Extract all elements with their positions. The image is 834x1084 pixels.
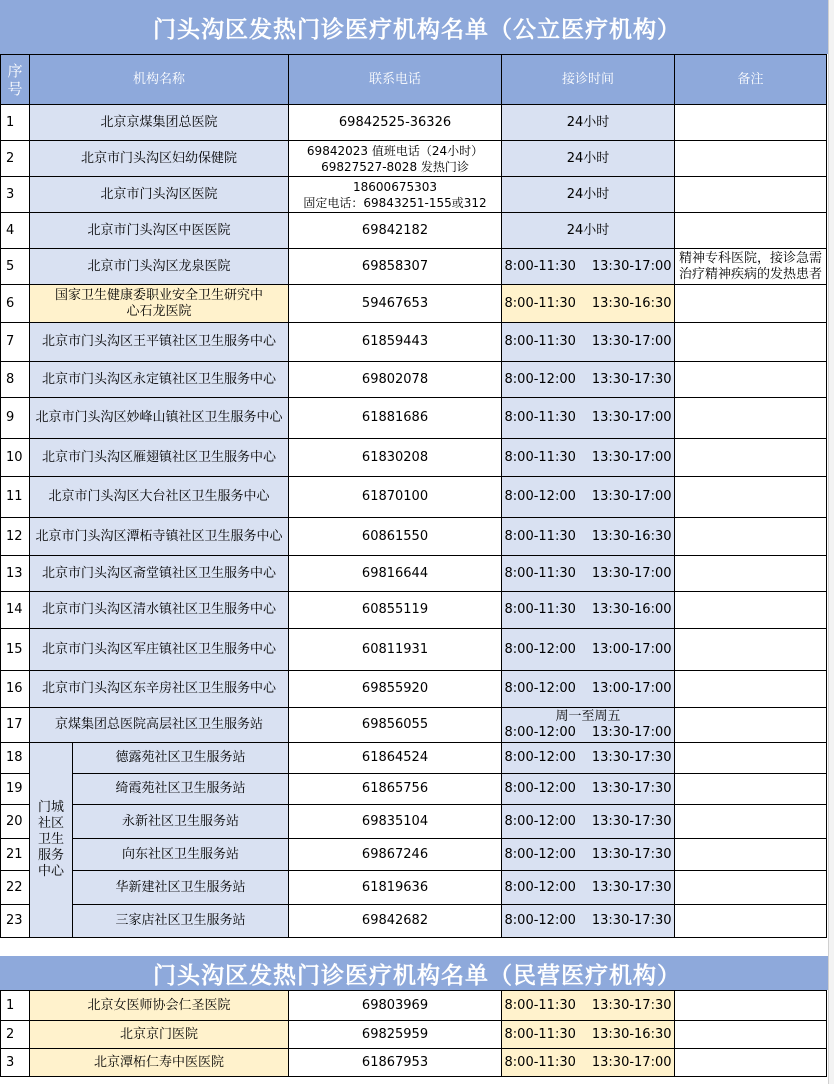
hours-am: 8:00-11:30 xyxy=(504,528,576,544)
hours-am: 8:00-11:30 xyxy=(504,258,576,274)
hours-cell xyxy=(502,477,675,518)
hours-pm: 13:30-16:30 xyxy=(591,295,672,311)
institution-name: 北京市门头沟区潭柘寺镇社区卫生服务中心 xyxy=(30,518,289,556)
institution-name: 北京市门头沟区永定镇社区卫生服务中心 xyxy=(30,362,289,398)
hours-cell xyxy=(502,105,675,141)
phone-line: 69827527-8028 发热门诊 xyxy=(321,159,469,174)
hours-am: 8:00-12:00 xyxy=(504,846,576,862)
table-row xyxy=(1,518,827,556)
phone-number: 69842682 xyxy=(361,913,429,928)
group-label-line: 门城 xyxy=(37,800,64,815)
group-label-line: 卫生 xyxy=(37,832,64,847)
institution-name: 北京市门头沟区医院 xyxy=(30,177,289,213)
hours-pm: 13:30-17:00 xyxy=(591,410,672,425)
phone-number: 60861550 xyxy=(361,528,429,544)
row-index: 2 xyxy=(1,141,30,177)
phone-cell xyxy=(289,477,502,518)
hours-am: 8:00-11:30 xyxy=(504,602,576,617)
row-index: 20 xyxy=(1,805,30,839)
phone-cell xyxy=(289,629,502,671)
note-cell xyxy=(675,743,827,774)
hours-cell xyxy=(502,398,675,439)
row-index: 3 xyxy=(1,1049,30,1077)
phone-cell xyxy=(289,362,502,398)
hours-line xyxy=(502,259,674,275)
hours-cell xyxy=(502,629,675,671)
institution-name: 北京市门头沟区军庄镇社区卫生服务中心 xyxy=(30,629,289,671)
row-index: 15 xyxy=(1,629,30,671)
institution-name: 北京潭柘仁寿中医医院 xyxy=(30,1049,289,1077)
note-cell xyxy=(675,905,827,938)
phone-number: 61881686 xyxy=(361,410,429,425)
hours-pm: 13:30-17:30 xyxy=(591,371,672,387)
sheet-edge xyxy=(828,0,834,1084)
table-row xyxy=(1,477,827,518)
hours-line xyxy=(502,681,674,697)
row-index: 6 xyxy=(1,285,30,323)
phone-number: 69802078 xyxy=(361,371,429,387)
institution-name: 北京京门医院 xyxy=(30,1021,289,1049)
hours-cell xyxy=(502,1049,675,1077)
phone-number: 61864524 xyxy=(361,750,429,765)
note-cell xyxy=(675,1021,827,1049)
note-cell xyxy=(675,871,827,905)
phone-cell xyxy=(289,141,502,177)
hours-pm: 13:30-17:00 xyxy=(591,334,672,349)
phone-number: 69867246 xyxy=(361,846,429,862)
header-hours: 接诊时间 xyxy=(502,55,675,105)
phone-cell xyxy=(289,398,502,439)
public-table-body xyxy=(1,55,827,938)
phone-number: 69825959 xyxy=(361,1026,429,1042)
phone-cell xyxy=(289,1021,502,1049)
hours-line xyxy=(502,781,674,797)
table-row xyxy=(1,1021,827,1049)
table-row xyxy=(1,249,827,285)
hours-line xyxy=(502,913,674,929)
hours-pm: 13:30-17:00 xyxy=(591,565,672,581)
row-index: 13 xyxy=(1,556,30,592)
hours-pm: 13:30-17:30 xyxy=(591,813,672,829)
institution-name: 北京女医师协会仁圣医院 xyxy=(30,991,289,1021)
hours-line xyxy=(502,602,674,618)
group-label-line: 社区 xyxy=(37,816,64,831)
row-index: 4 xyxy=(1,213,30,249)
hours-am: 8:00-12:00 xyxy=(504,813,576,829)
hours-line xyxy=(502,642,674,658)
hours-pm: 13:30-17:00 xyxy=(591,449,672,465)
hours-cell xyxy=(502,285,675,323)
row-index: 1 xyxy=(1,991,30,1021)
phone-number: 69835104 xyxy=(361,813,429,829)
hours-cell xyxy=(502,905,675,938)
group-label-cell xyxy=(30,743,73,938)
hours-pm: 13:30-17:30 xyxy=(591,913,672,928)
private-title: 门头沟区发热门诊医疗机构名单（民营医疗机构） xyxy=(153,962,681,989)
hours-cell xyxy=(502,362,675,398)
hours-cell xyxy=(502,177,675,213)
hours-line xyxy=(502,372,674,388)
row-index: 14 xyxy=(1,592,30,629)
phone-number: 61859443 xyxy=(361,334,429,349)
phone-number: 61870100 xyxy=(361,489,429,504)
note-cell xyxy=(675,1049,827,1077)
hours-am: 8:00-11:30 xyxy=(504,410,576,425)
hours-pm: 13:30-17:30 xyxy=(591,846,672,862)
hours-cell xyxy=(502,141,675,177)
table-row xyxy=(1,177,827,213)
row-index: 16 xyxy=(1,671,30,708)
hours-am: 8:00-12:00 xyxy=(504,879,576,895)
hours-am: 8:00-12:00 xyxy=(504,489,576,504)
hours-text: 24小时 xyxy=(566,186,610,202)
hours-line xyxy=(502,566,674,582)
hours-pm: 13:30-17:30 xyxy=(591,879,672,895)
hours-cell xyxy=(502,871,675,905)
table-row xyxy=(1,743,827,774)
hours-cell xyxy=(502,805,675,839)
hours-am: 8:00-12:00 xyxy=(504,641,576,657)
hours-pm: 13:30-17:00 xyxy=(591,489,672,504)
row-index: 22 xyxy=(1,871,30,905)
table-row xyxy=(1,592,827,629)
note-cell xyxy=(675,362,827,398)
private-table-body xyxy=(1,991,827,1077)
institution-name: 华新建社区卫生服务站 xyxy=(73,871,289,905)
hours-line xyxy=(502,489,674,505)
hours-cell xyxy=(502,439,675,477)
hours-pm: 13:30-17:00 xyxy=(591,258,672,274)
hours-pm: 13:30-17:30 xyxy=(591,750,672,765)
institution-name: 京煤集团总医院高层社区卫生服务站 xyxy=(30,708,289,743)
note-cell xyxy=(675,105,827,141)
row-index: 10 xyxy=(1,439,30,477)
note-cell xyxy=(675,708,827,743)
institution-name: 北京市门头沟区中医医院 xyxy=(30,213,289,249)
row-index: 2 xyxy=(1,1021,30,1049)
public-table xyxy=(0,54,827,938)
header-index-label: 序号 xyxy=(7,61,23,98)
hours-cell xyxy=(502,839,675,871)
hours-cell xyxy=(502,323,675,362)
hours-am: 8:00-11:30 xyxy=(504,997,576,1013)
phone-cell xyxy=(289,671,502,708)
header-row xyxy=(1,55,827,105)
hours-pm: 13:30-16:30 xyxy=(591,1026,672,1042)
hours-line xyxy=(502,529,674,545)
phone-number: 69842182 xyxy=(361,222,429,238)
note-cell xyxy=(675,323,827,362)
phone-cell xyxy=(289,871,502,905)
hours-line xyxy=(502,750,674,766)
hours-text: 24小时 xyxy=(566,114,610,130)
group-label-line: 中心 xyxy=(37,864,64,879)
phone-number: 61867953 xyxy=(361,1054,429,1070)
row-index: 12 xyxy=(1,518,30,556)
hours-cell xyxy=(502,743,675,774)
table-row xyxy=(1,285,827,323)
phone-number: 61865756 xyxy=(361,781,429,796)
group-label-line: 服务 xyxy=(37,848,64,863)
phone-cell xyxy=(289,839,502,871)
note-cell xyxy=(675,991,827,1021)
note-cell xyxy=(675,556,827,592)
private-table xyxy=(0,990,827,1077)
phone-cell xyxy=(289,905,502,938)
phone-number: 69842525-36326 xyxy=(338,114,452,130)
phone-number: 60811931 xyxy=(361,641,429,657)
hours-text: 24小时 xyxy=(566,150,610,166)
institution-name: 北京市门头沟区清水镇社区卫生服务中心 xyxy=(30,592,289,629)
row-index: 5 xyxy=(1,249,30,285)
hours-cell xyxy=(502,213,675,249)
private-title-bar xyxy=(0,956,834,990)
row-index: 3 xyxy=(1,177,30,213)
row-index: 19 xyxy=(1,774,30,805)
institution-name: 北京市门头沟区大台社区卫生服务中心 xyxy=(30,477,289,518)
hours-am: 8:00-11:30 xyxy=(504,1054,576,1070)
note-cell xyxy=(675,439,827,477)
phone-number: 61819636 xyxy=(361,879,429,895)
header-name: 机构名称 xyxy=(30,55,289,105)
table-row xyxy=(1,671,827,708)
hours-am: 8:00-12:00 xyxy=(504,913,576,928)
table-row xyxy=(1,905,827,938)
hours-am: 8:00-12:00 xyxy=(504,725,576,740)
row-index: 17 xyxy=(1,708,30,743)
phone-cell xyxy=(289,1049,502,1077)
table-row xyxy=(1,439,827,477)
phone-line: 固定电话：69843251-155或312 xyxy=(303,195,487,210)
hours-cell xyxy=(502,556,675,592)
hours-pm: 13:30-16:00 xyxy=(591,602,672,617)
hours-pm: 13:30-16:30 xyxy=(591,528,672,544)
hours-line xyxy=(502,847,674,863)
hours-line xyxy=(502,998,674,1014)
phone-cell xyxy=(289,177,502,213)
table-row xyxy=(1,141,827,177)
note-cell xyxy=(675,592,827,629)
row-index: 7 xyxy=(1,323,30,362)
hours-pm: 13:30-17:30 xyxy=(591,997,672,1013)
table-row xyxy=(1,105,827,141)
institution-name: 北京市门头沟区东辛房社区卫生服务中心 xyxy=(30,671,289,708)
note-cell xyxy=(675,141,827,177)
public-title: 门头沟区发热门诊医疗机构名单（公立医疗机构） xyxy=(153,16,681,43)
hours-am: 8:00-11:30 xyxy=(504,334,576,349)
institution-name: 北京市门头沟区妙峰山镇社区卫生服务中心 xyxy=(30,398,289,439)
row-index: 23 xyxy=(1,905,30,938)
phone-line: 18600675303 xyxy=(353,179,437,194)
phone-cell xyxy=(289,518,502,556)
table-row xyxy=(1,805,827,839)
phone-cell xyxy=(289,439,502,477)
note-cell xyxy=(675,629,827,671)
institution-name: 北京市门头沟区雁翅镇社区卫生服务中心 xyxy=(30,439,289,477)
table-row xyxy=(1,871,827,905)
header-note: 备注 xyxy=(675,55,827,105)
table-row xyxy=(1,362,827,398)
hours-line xyxy=(502,410,674,426)
hours-pm: 13:30-17:00 xyxy=(591,725,672,740)
note-cell xyxy=(675,671,827,708)
phone-cell xyxy=(289,805,502,839)
hours-am: 8:00-12:00 xyxy=(504,781,576,796)
phone-cell xyxy=(289,285,502,323)
hours-am: 8:00-11:30 xyxy=(504,295,576,311)
hours-line xyxy=(502,334,674,350)
row-index: 18 xyxy=(1,743,30,774)
phone-cell xyxy=(289,743,502,774)
phone-cell xyxy=(289,105,502,141)
phone-cell xyxy=(289,592,502,629)
hours-cell xyxy=(502,592,675,629)
hours-pm: 13:30-17:00 xyxy=(591,1054,672,1070)
row-index: 21 xyxy=(1,839,30,871)
table-row xyxy=(1,213,827,249)
table-row xyxy=(1,1049,827,1077)
phone-number: 69816644 xyxy=(361,565,429,581)
note-cell: 精神专科医院，接诊急需治疗精神疾病的发热患者 xyxy=(675,249,827,285)
header-index xyxy=(1,55,30,105)
table-row xyxy=(1,398,827,439)
hours-am: 8:00-12:00 xyxy=(504,371,576,387)
phone-number: 69858307 xyxy=(361,258,429,274)
hours-line xyxy=(502,814,674,830)
table-row xyxy=(1,323,827,362)
hours-cell xyxy=(502,774,675,805)
hours-cell xyxy=(502,671,675,708)
note-cell xyxy=(675,398,827,439)
phone-cell xyxy=(289,213,502,249)
table-row xyxy=(1,708,827,743)
table-row xyxy=(1,991,827,1021)
phone-number: 60855119 xyxy=(361,602,429,617)
note-cell xyxy=(675,518,827,556)
hours-am: 8:00-11:30 xyxy=(504,565,576,581)
hours-text: 24小时 xyxy=(566,222,610,238)
institution-name: 德露苑社区卫生服务站 xyxy=(73,743,289,774)
row-index: 8 xyxy=(1,362,30,398)
hours-am: 8:00-11:30 xyxy=(504,449,576,465)
phone-cell xyxy=(289,323,502,362)
row-index: 1 xyxy=(1,105,30,141)
institution-name: 绮霞苑社区卫生服务站 xyxy=(73,774,289,805)
note-cell xyxy=(675,285,827,323)
hours-am: 8:00-12:00 xyxy=(504,750,576,765)
hours-am: 8:00-12:00 xyxy=(504,681,576,696)
phone-number: 59467653 xyxy=(361,295,429,311)
hours-line xyxy=(502,450,674,466)
phone-number: 69856055 xyxy=(361,717,429,732)
hours-line xyxy=(502,725,674,741)
note-cell xyxy=(675,177,827,213)
note-cell xyxy=(675,774,827,805)
institution-name: 北京京煤集团总医院 xyxy=(30,105,289,141)
hours-days: 周一至周五 xyxy=(555,709,621,724)
header-phone: 联系电话 xyxy=(289,55,502,105)
table-row xyxy=(1,774,827,805)
note-cell xyxy=(675,805,827,839)
institution-name: 三家店社区卫生服务站 xyxy=(73,905,289,938)
phone-cell xyxy=(289,556,502,592)
hours-cell xyxy=(502,249,675,285)
hours-cell xyxy=(502,708,675,743)
row-index: 11 xyxy=(1,477,30,518)
hours-cell xyxy=(502,991,675,1021)
hours-pm: 13:30-17:30 xyxy=(591,781,672,796)
institution-name: 北京市门头沟区王平镇社区卫生服务中心 xyxy=(30,323,289,362)
hours-cell xyxy=(502,1021,675,1049)
hours-am: 8:00-11:30 xyxy=(504,1026,576,1042)
hours-pm: 13:00-17:00 xyxy=(591,641,672,657)
institution-name: 北京市门头沟区斋堂镇社区卫生服务中心 xyxy=(30,556,289,592)
phone-line: 69842023 值班电话（24小时） xyxy=(306,143,484,158)
hours-cell xyxy=(502,518,675,556)
table-row xyxy=(1,556,827,592)
institution-name: 北京市门头沟区龙泉医院 xyxy=(30,249,289,285)
hours-line xyxy=(502,880,674,896)
phone-number: 69855920 xyxy=(361,681,429,696)
phone-cell xyxy=(289,708,502,743)
table-row xyxy=(1,839,827,871)
phone-cell xyxy=(289,991,502,1021)
hours-pm: 13:00-17:00 xyxy=(591,681,672,696)
institution-name: 国家卫生健康委职业安全卫生研究中心石龙医院 xyxy=(30,285,289,323)
phone-cell xyxy=(289,249,502,285)
phone-number: 61830208 xyxy=(361,449,429,465)
phone-number: 69803969 xyxy=(361,997,429,1013)
institution-name: 永新社区卫生服务站 xyxy=(73,805,289,839)
phone-cell xyxy=(289,774,502,805)
row-index: 9 xyxy=(1,398,30,439)
note-cell xyxy=(675,839,827,871)
hours-line xyxy=(502,296,674,312)
institution-name: 北京市门头沟区妇幼保健院 xyxy=(30,141,289,177)
hours-line xyxy=(502,1055,674,1071)
table-row xyxy=(1,629,827,671)
hours-line xyxy=(502,1027,674,1043)
note-cell xyxy=(675,213,827,249)
note-cell xyxy=(675,477,827,518)
public-title-bar xyxy=(0,0,834,54)
institution-name: 向东社区卫生服务站 xyxy=(73,839,289,871)
